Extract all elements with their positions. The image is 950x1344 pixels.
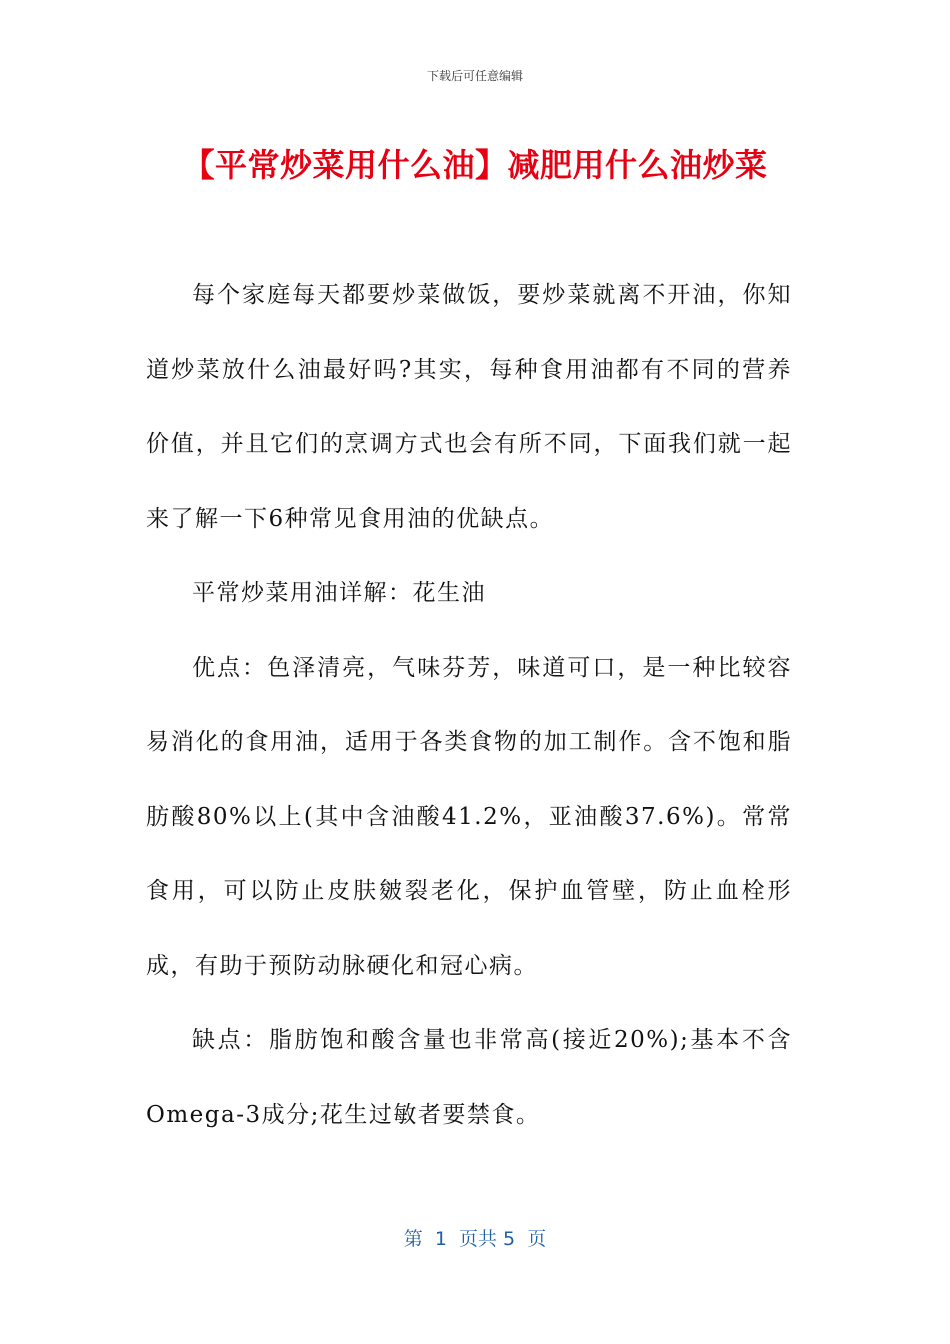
header-note: 下载后可任意编辑 (426, 69, 523, 83)
document-body (146, 258, 792, 1152)
paragraph-section-heading: 平常炒菜用油详解：花生油 (192, 580, 486, 606)
paragraph-disadvantages: 缺点：脂肪饱和酸含量也非常高(接近20%);基本不含Omega-3成分;花生过敏者要禁食。 (146, 1027, 792, 1128)
paragraph-advantages: 优点：色泽清亮，气味芬芳，味道可口，是一种比较容易消化的食用油，适用于各类食物的加工制作。含不饱和脂肪酸80%以上(其中含油酸41.2%，亚油酸37.6%)。常常食用，可以防止皮肤皴裂老化，保护血管壁，防止血栓形成，有助于预防动脉硬化和冠心病。 (146, 654, 792, 979)
page-number-footer: 第 1 页共 5 页 (403, 1228, 547, 1250)
document-title: 【平常炒菜用什么油】减肥用什么油炒菜 (182, 146, 768, 184)
paragraph-intro: 每个家庭每天都要炒菜做饭，要炒菜就离不开油，你知道炒菜放什么油最好吗?其实，每种食用油都有不同的营养价值，并且它们的烹调方式也会有所不同，下面我们就一起来了解一下6种常见食用油的优缺点。 (146, 282, 792, 532)
